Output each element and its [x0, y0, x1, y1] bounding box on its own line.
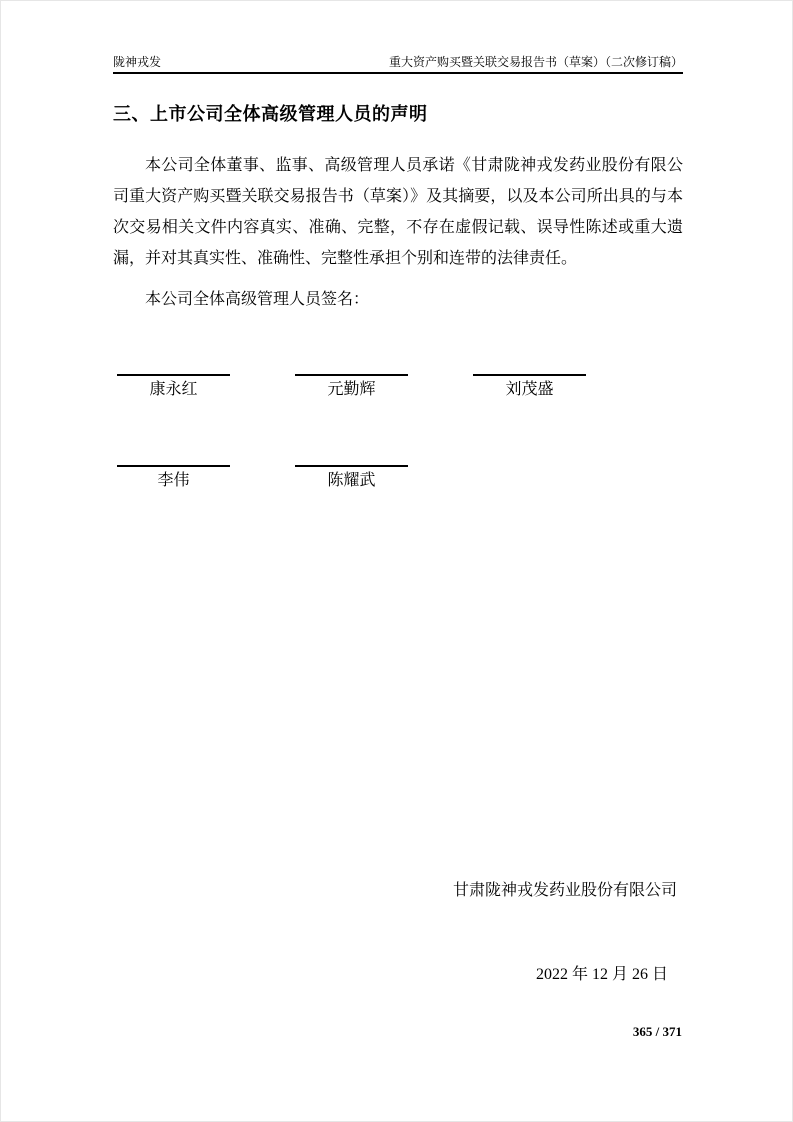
- signature-slot: [117, 374, 230, 399]
- signature-intro: 本公司全体高级管理人员签名：: [145, 291, 370, 308]
- signatory-name: 元勤辉: [327, 381, 376, 398]
- header-doc-title: 重大资产购买暨关联交易报告书（草案）（二次修订稿）: [388, 55, 683, 69]
- signatory-name: 陈耀武: [327, 472, 376, 489]
- header-company-short: 陇神戎发: [113, 55, 162, 69]
- page-header: [113, 54, 683, 74]
- footer-date: 2022 年 12 月 26 日: [535, 966, 668, 983]
- signatory-name: 刘茂盛: [505, 381, 554, 398]
- signature-slot: [117, 465, 230, 490]
- declaration-paragraph: 本公司全体董事、监事、高级管理人员承诺《甘肃陇神戎发药业股份有限公司重大资产购买暨关联交易报告书（草案）》及其摘要，以及本公司所出具的与本次交易相关文件内容真实、准确、完整，不存在虚假记载、误导性陈述或重大遗漏，并对其真实性、准确性、完整性承担个别和连带的法律责任。: [113, 157, 683, 267]
- signatory-name: 康永红: [149, 381, 198, 398]
- signature-slot: [295, 374, 408, 399]
- footer-company-name: 甘肃陇神戎发药业股份有限公司: [452, 882, 677, 899]
- signature-slot: [295, 465, 408, 490]
- section-title: 三、上市公司全体高级管理人员的声明: [113, 104, 428, 124]
- page-number: 365 / 371: [632, 1024, 682, 1039]
- signature-slot: [473, 374, 586, 399]
- signatory-name: 李伟: [157, 472, 190, 489]
